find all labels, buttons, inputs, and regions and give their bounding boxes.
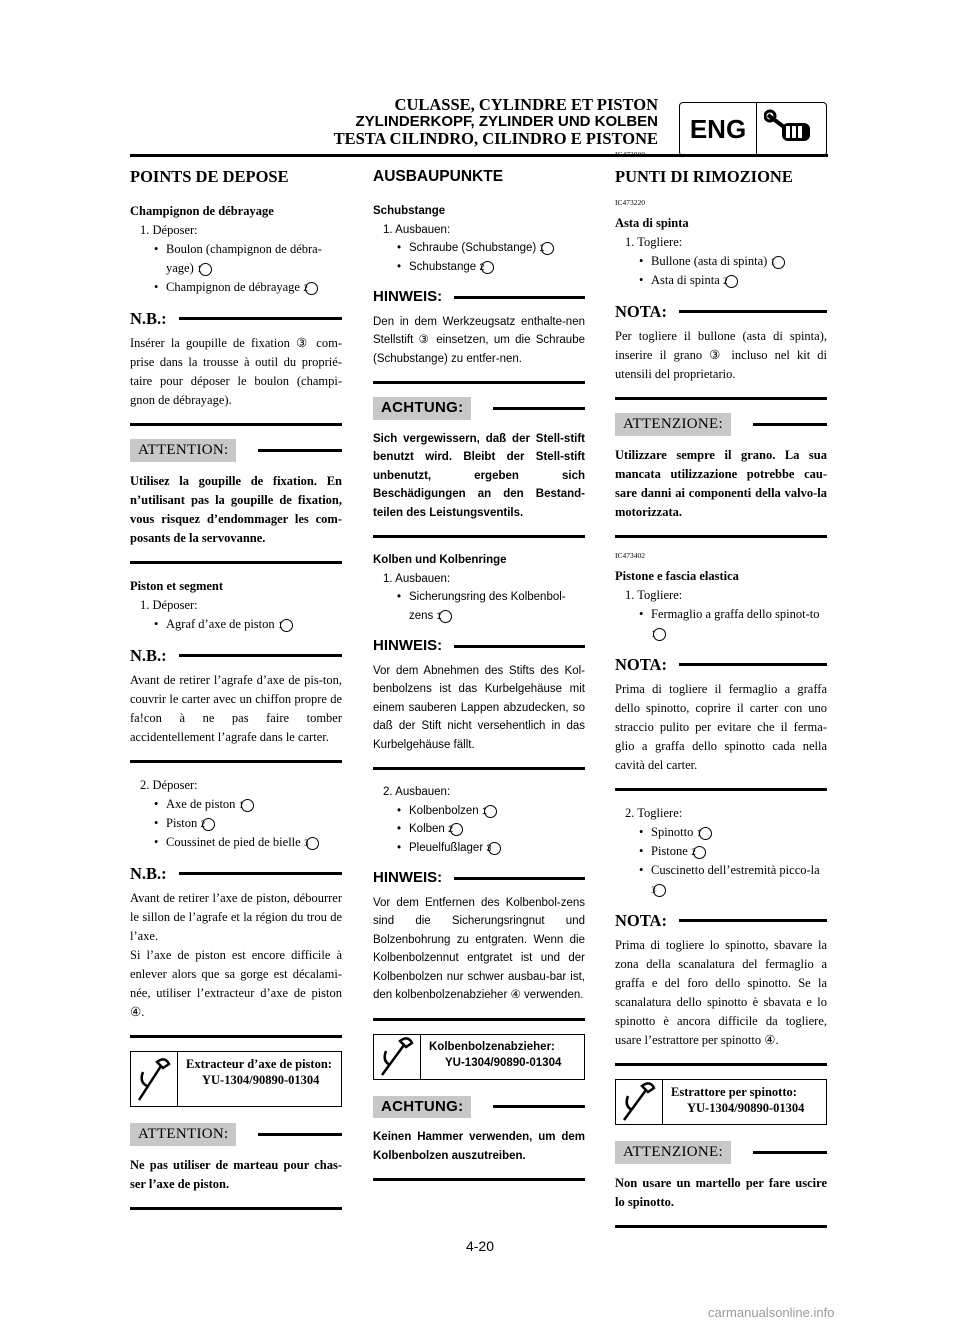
list-item: • Champignon de débrayage 2	[130, 278, 342, 297]
step: 1. Ausbauen:	[383, 223, 451, 236]
step: 1. Ausbauen:	[383, 572, 451, 585]
tool-name: Extracteur d’axe de piston:	[186, 1057, 332, 1071]
special-tool-box	[373, 1034, 585, 1080]
column-it	[615, 150, 827, 1241]
tool-code: YU-1304/90890-01304	[445, 1056, 562, 1069]
note-text: Avant de retirer l’axe de piston, débourrer le sillon de l’agrafe et la région du trou de l’axe.	[130, 891, 342, 943]
subsection-title: Champignon de débrayage	[130, 204, 274, 218]
subsection-title: Asta di spinta	[615, 216, 689, 230]
attention-end-rule	[130, 561, 342, 564]
attention-header: ATTENZIONE:	[615, 413, 827, 436]
attention-end-rule	[615, 1225, 827, 1228]
note-header: HINWEIS:	[373, 869, 585, 888]
note-text: Insérer la goupille de fixation ③ com-prise dans la trousse à outil du proprié-taire pour déposer le boulon (champi-gnon de débrayage).	[130, 336, 342, 407]
tool-code: YU-1304/90890-01304	[687, 1101, 805, 1115]
list-item: • Schraube (Schubstange) 1	[373, 239, 585, 258]
note-text: Avant de retirer l’agrafe d’axe de pis-ton, couvrir le carter avec un chiffon propre de fa!con à ne pas faire tomber accidentellement l’agrafe dans le carter.	[130, 673, 342, 744]
note-header: N.B.:	[130, 646, 342, 665]
list-item: • Pistone 2	[615, 842, 827, 861]
note-header: N.B.:	[130, 864, 342, 883]
step: 1. Togliere:	[625, 588, 683, 602]
subsection-title: Schubstange	[373, 205, 446, 217]
header-line-de: ZYLINDERKOPF, ZYLINDER UND KOLBEN	[355, 113, 658, 130]
column-de	[373, 166, 585, 1194]
attention-end-rule	[130, 1207, 342, 1210]
attention-text: Non usare un martello per fare uscire lo spinotto.	[615, 1176, 827, 1209]
list-item: • Schubstange 2	[373, 258, 585, 277]
note-header: NOTA:	[615, 911, 827, 930]
note-text: Prima di togliere il fermaglio a graffa dello spinotto, coprire il carter con uno straccio pulito per evitare che il ferma-glio a graffa dello spinotto cada nella cavità del carter.	[615, 682, 827, 772]
attention-text: Utilisez la goupille de fixation. En n’utilisant pas la goupille de fixation, vous risquez d’endommager les com-posants de la servovanne.	[130, 474, 342, 545]
special-tool-box	[130, 1051, 342, 1107]
note-text: Prima di togliere lo spinotto, sbavare la zona della scanalatura del fermaglio a graffa e del foro dello spinotto. Se la scanalatura dello spinotto è sbavata e lo spinotto è ancora difficile da togliere, usare l’estrattore per spinotto ④.	[615, 938, 827, 1047]
step: 1. Déposer:	[140, 223, 198, 237]
attention-header: ATTENTION:	[130, 1123, 342, 1146]
tool-name: Estrattore per spinotto:	[671, 1085, 797, 1099]
step: 2. Ausbauen:	[383, 786, 451, 798]
note-header: N.B.:	[130, 309, 342, 328]
note-end-rule	[373, 381, 585, 384]
list-item: • Fermaglio a graffa dello spinot-to 1	[639, 607, 820, 639]
note-text: Den in dem Werkzeugsatz enthalte-nen Stellstift ③ einsetzen, um die Schraube (Schubstange) zu entfer-nen.	[373, 315, 585, 365]
wrench-engine-icon	[764, 109, 820, 149]
special-tool-icon	[616, 1080, 663, 1124]
special-tool-icon	[374, 1035, 421, 1079]
page-number: 4-20	[465, 1238, 495, 1254]
special-tool-icon	[131, 1052, 178, 1106]
list-item: • Sicherungsring des Kolbenbol-zens 1	[397, 591, 566, 622]
note-header: NOTA:	[615, 655, 827, 674]
section-title: AUSBAUPUNKTE	[373, 168, 504, 185]
subsection-title: Piston et segment	[130, 579, 224, 593]
note-end-rule	[373, 1018, 585, 1021]
special-tool-box	[615, 1079, 827, 1125]
list-item: • Kolben 2	[373, 820, 585, 839]
attention-header: ATTENZIONE:	[615, 1141, 827, 1164]
list-item: • Piston 2	[130, 814, 342, 833]
step: 1. Togliere:	[625, 235, 683, 249]
note-header: HINWEIS:	[373, 637, 585, 656]
note-end-rule	[615, 1063, 827, 1066]
note-text: Vor dem Abnehmen des Stifts des Kol-benbolzens ist das Kurbelgehäuse mit einem sauberen Lappen abzudecken, so daß der Stift nicht versehentlich in das Kurbelgehäuse fällt.	[373, 664, 585, 751]
attention-end-rule	[373, 1178, 585, 1181]
tool-name: Kolbenbolzenabzieher:	[429, 1040, 555, 1053]
section-title: PUNTI DI RIMOZIONE	[615, 167, 793, 186]
note-end-rule	[373, 767, 585, 770]
note-text: Si l’axe de piston est encore difficile à enlever alors que sa gorge est décalami-née, utiliser l’extracteur d’axe de piston ④.	[130, 948, 342, 1019]
attention-end-rule	[373, 535, 585, 538]
list-item: • Bullone (asta di spinta) 1	[615, 252, 827, 271]
tool-info	[178, 1052, 340, 1106]
header-line-fr: CULASSE, CYLINDRE ET PISTON	[394, 95, 658, 114]
list-item: • Pleuelfußlager 3	[373, 839, 585, 858]
step: 2. Déposer:	[140, 778, 198, 792]
attention-text: Utilizzare sempre il grano. La sua mancata utilizzazione potrebbe cau-sare danni ai componenti della valvo-la motorizzata.	[615, 448, 827, 519]
eng-section-badge	[679, 102, 827, 156]
watermark: carmanualsonline.info	[708, 1305, 835, 1320]
list-item: • Boulon (champignon de débra-yage) 1	[154, 242, 322, 275]
doc-code: IC473000	[615, 150, 645, 159]
section-title: POINTS DE DEPOSE	[130, 167, 289, 186]
tool-info	[663, 1080, 812, 1124]
attention-text: Keinen Hammer verwenden, um dem Kolbenbolzen auszutreiben.	[373, 1131, 585, 1162]
attention-header: ACHTUNG:	[373, 397, 585, 420]
list-item: • Spinotto 1	[615, 823, 827, 842]
list-item: • Coussinet de pied de bielle 3	[130, 833, 342, 852]
tool-info	[421, 1035, 569, 1079]
header-line-it: TESTA CILINDRO, CILINDRO E PISTONE	[333, 129, 658, 148]
doc-code: IC473220	[615, 198, 645, 207]
note-text: Per togliere il bullone (asta di spinta), inserire il grano ③ incluso nel kit di utensili del proprietario.	[615, 329, 827, 381]
subsection-title: Pistone e fascia elastica	[615, 569, 739, 583]
list-item: • Kolbenbolzen 1	[373, 802, 585, 821]
eng-label: ENG	[680, 103, 757, 155]
note-end-rule	[130, 423, 342, 426]
note-end-rule	[615, 397, 827, 400]
list-item: • Agraf d’axe de piston 1	[130, 615, 342, 634]
attention-header: ACHTUNG:	[373, 1096, 585, 1119]
note-header: HINWEIS:	[373, 288, 585, 307]
list-item: • Axe de piston 1	[130, 795, 342, 814]
note-end-rule	[130, 1035, 342, 1038]
list-item: • Asta di spinta 2	[615, 271, 827, 290]
doc-code: IC473402	[615, 551, 645, 560]
note-header: NOTA:	[615, 302, 827, 321]
note-end-rule	[130, 760, 342, 763]
tool-code: YU-1304/90890-01304	[202, 1073, 320, 1087]
attention-end-rule	[615, 535, 827, 538]
column-fr	[130, 166, 342, 1223]
attention-text: Ne pas utiliser de marteau pour chas-ser l’axe de piston.	[130, 1158, 342, 1191]
step: 1. Déposer:	[140, 598, 198, 612]
attention-header: ATTENTION:	[130, 439, 342, 462]
note-end-rule	[615, 788, 827, 791]
step: 2. Togliere:	[625, 806, 683, 820]
list-item: • Cuscinetto dell’estremità picco-la 3	[639, 863, 820, 895]
attention-text: Sich vergewissern, daß der Stell-stift benutzt wird. Bleibt der Stell-stift unbenutzt, ergeben sich Beschädigungen an den Bestand-teilen des Leistungsventils.	[373, 432, 585, 519]
subsection-title: Kolben und Kolbenringe	[373, 554, 507, 566]
note-text: Vor dem Entfernen des Kolbenbol-zens sind die Sicherungsringnut und Bolzenbohrung zu entgraten. Wenn die Kolbenbolzennut entgratet ist und der Kolbenbolzen nur schwer ausbau-bar ist, den kolbenbolzenabzieher ④ verwenden.	[373, 896, 585, 1001]
